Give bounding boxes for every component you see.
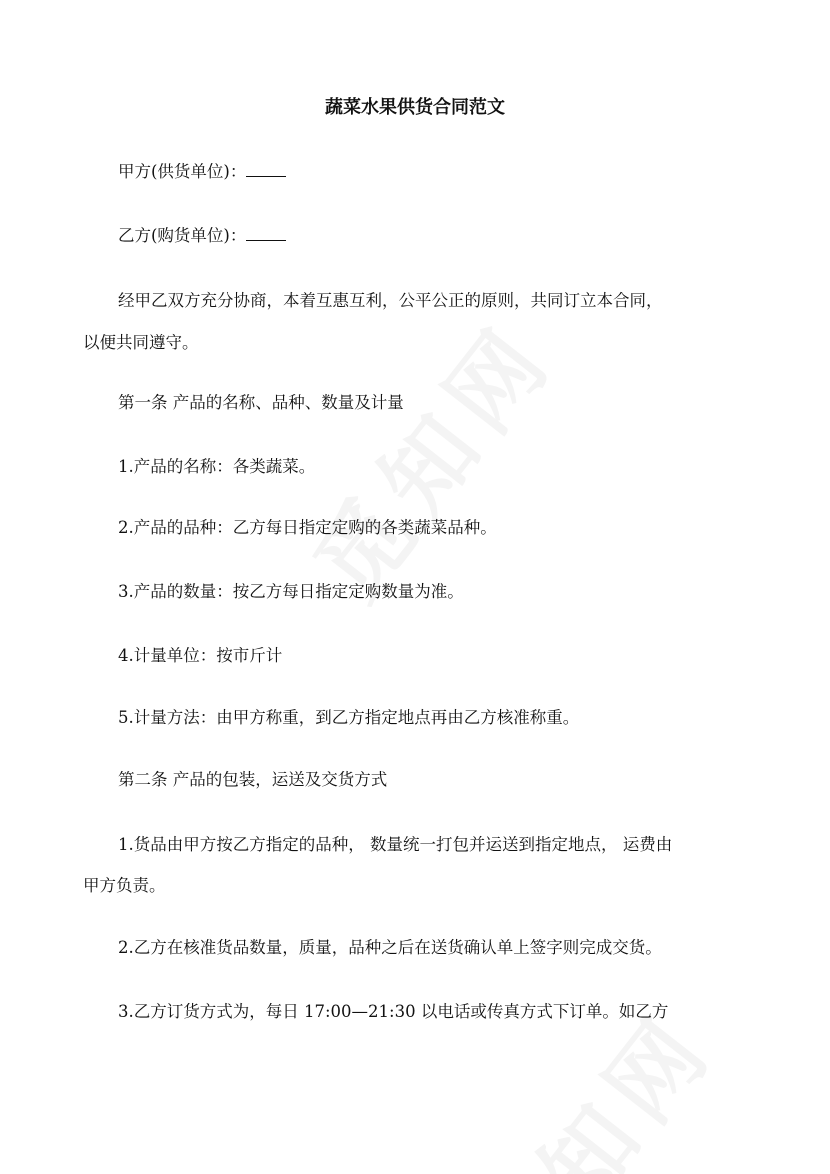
intro-line-1: 经甲乙双方充分协商，本着互惠互利，公平公正的原则，共同订立本合同， (118, 291, 663, 310)
article-2-item-3: 3.乙方订货方式为，每日 17:00—21:30 以电话或传真方式下订单。如乙方 (118, 1002, 669, 1021)
article-1-item: 3.产品的数量：按乙方每日指定定购数量为准。 (118, 582, 464, 601)
article-1-item: 5.计量方法：由甲方称重，到乙方指定地点再由乙方核准称重。 (118, 708, 580, 727)
party-a-blank (246, 162, 286, 177)
article-1-item: 4.计量单位：按市斤计 (118, 646, 283, 665)
party-b-blank (246, 226, 286, 241)
article-2-item-1-line-2: 甲方负责。 (83, 876, 166, 895)
watermark (279, 290, 579, 622)
party-a-line (118, 160, 286, 184)
article-1-item: 2.产品的品种：乙方每日指定定购的各类蔬菜品种。 (118, 518, 497, 537)
document-title: 蔬菜水果供货合同范文 (325, 97, 505, 118)
party-a-label: 甲方(供货单位)： (118, 162, 247, 181)
article-1-item: 1.产品的名称：各类蔬菜。 (118, 457, 316, 476)
party-b-label: 乙方(购货单位)： (118, 226, 247, 245)
party-b-line (118, 224, 286, 248)
article-1-title: 第一条 产品的名称、品种、数量及计量 (118, 393, 404, 412)
intro-line-2: 以便共同遵守。 (83, 333, 199, 352)
article-2-item-2: 2.乙方在核准货品数量，质量，品种之后在送货确认单上签字则完成交货。 (118, 938, 662, 957)
article-2-item-1-line-1: 1.货品由甲方按乙方指定的品种， 数量统一打包并运送到指定地点， 运费由 (118, 835, 673, 854)
article-2-title: 第二条 产品的包装，运送及交货方式 (118, 770, 388, 789)
